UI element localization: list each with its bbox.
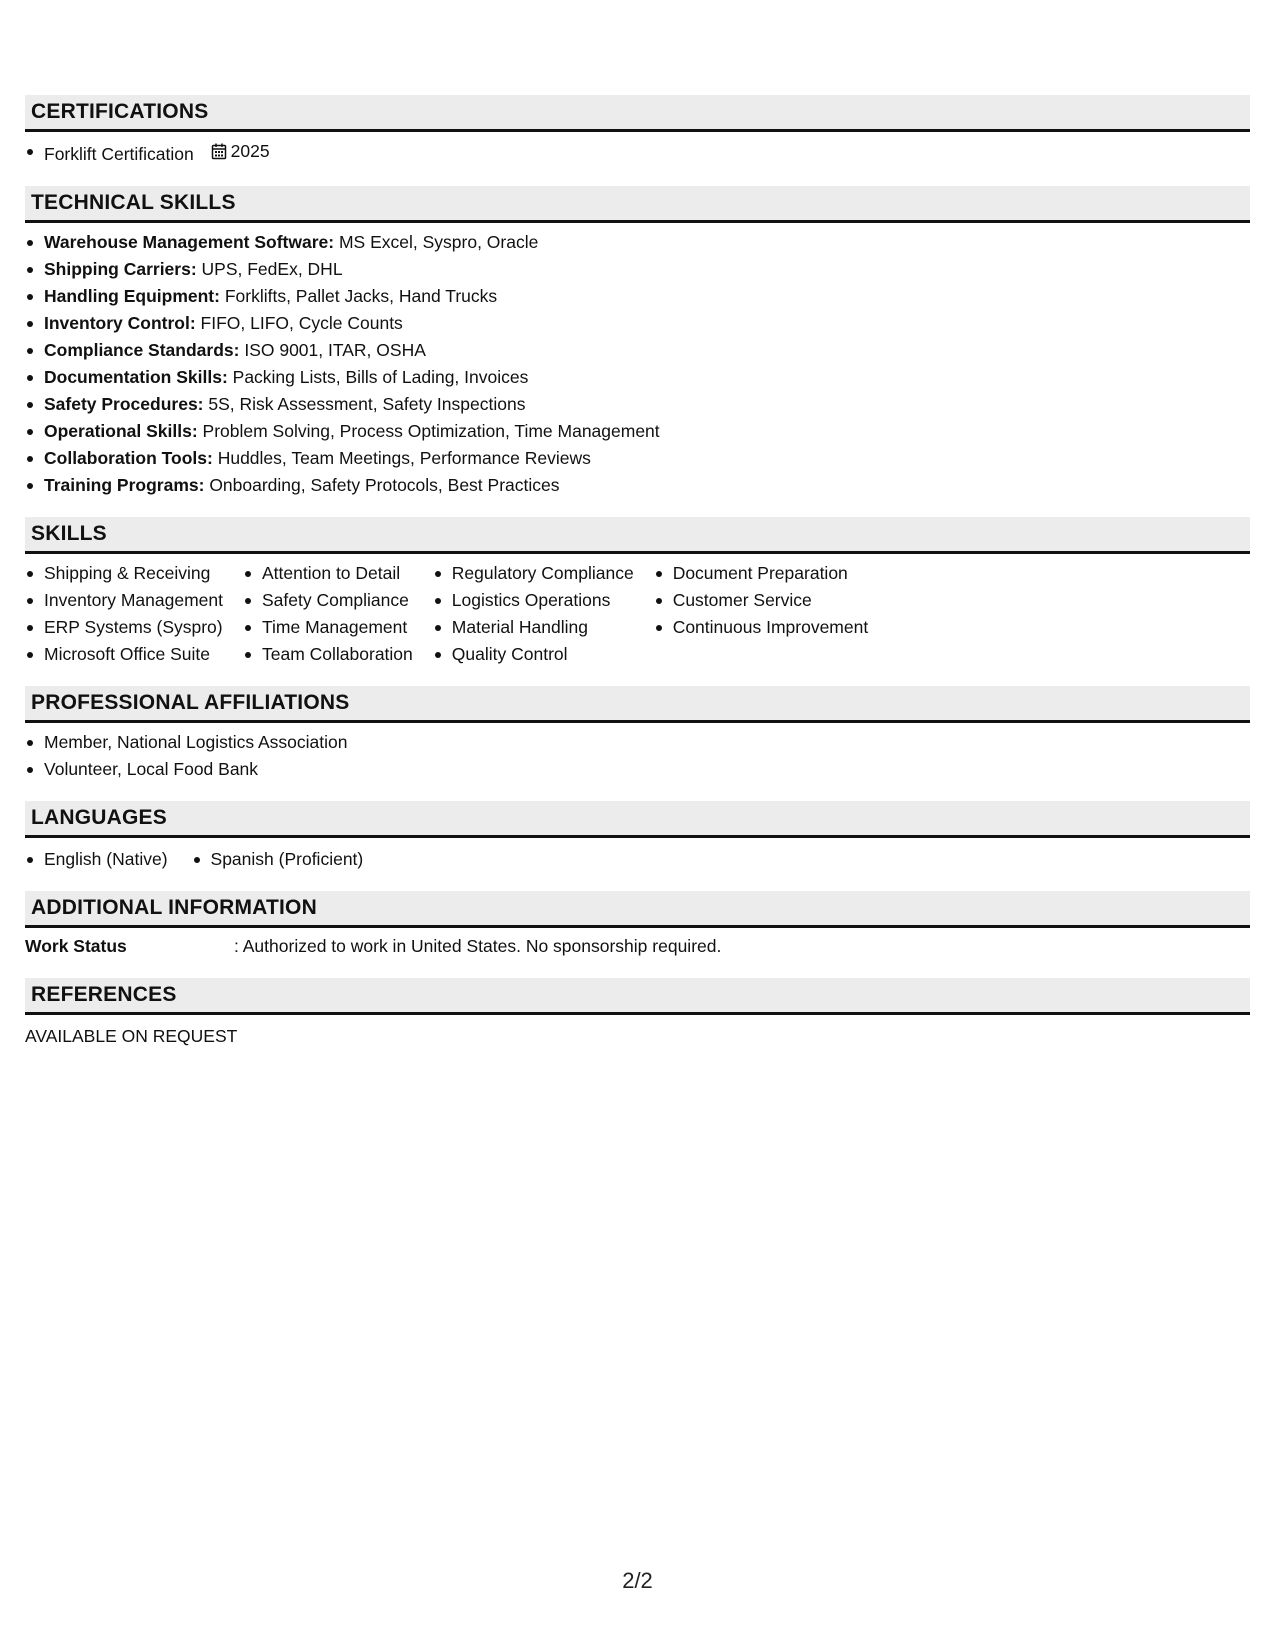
list-item: Quality Control	[433, 641, 634, 668]
list-item: Time Management	[243, 614, 413, 641]
work-status-value: : Authorized to work in United States. No sponsorship required.	[234, 936, 722, 956]
section-title: CERTIFICATIONS	[31, 100, 209, 123]
skills-column-4	[654, 560, 869, 668]
skills-header	[25, 517, 1250, 554]
section-title: ADDITIONAL INFORMATION	[31, 896, 317, 919]
section-title: LANGUAGES	[31, 806, 167, 829]
list-item: Member, National Logistics Association	[25, 729, 1250, 756]
references-section	[25, 978, 1250, 1050]
languages-list	[25, 846, 1250, 873]
skill-value: Problem Solving, Process Optimization, Time Management	[197, 421, 660, 441]
section-title: SKILLS	[31, 522, 107, 545]
skills-column-3	[433, 560, 634, 668]
skill-value: MS Excel, Syspro, Oracle	[334, 232, 539, 252]
list-item: Microsoft Office Suite	[25, 641, 223, 668]
list-item	[25, 364, 1250, 391]
list-item: Inventory Management	[25, 587, 223, 614]
list-item	[25, 229, 1250, 256]
skill-term: Compliance Standards:	[44, 340, 240, 360]
list-item	[25, 283, 1250, 310]
skill-term: Warehouse Management Software:	[44, 232, 335, 252]
skill-term: Inventory Control:	[44, 313, 196, 333]
skill-term: Documentation Skills:	[44, 367, 228, 387]
section-title: REFERENCES	[31, 983, 177, 1006]
skills-column-1	[25, 560, 223, 668]
skill-value: FIFO, LIFO, Cycle Counts	[195, 313, 403, 333]
technical-skills-header	[25, 186, 1250, 223]
skill-term: Collaboration Tools:	[44, 448, 213, 468]
list-item: Logistics Operations	[433, 587, 634, 614]
list-item	[25, 391, 1250, 418]
certifications-section	[25, 95, 1250, 168]
list-item: Regulatory Compliance	[433, 560, 634, 587]
skills-grid	[25, 560, 1250, 668]
affiliations-section	[25, 686, 1250, 783]
certifications-header	[25, 95, 1250, 132]
skill-value: Onboarding, Safety Protocols, Best Practices	[204, 475, 560, 495]
certifications-list	[25, 138, 1250, 168]
list-item: Document Preparation	[654, 560, 869, 587]
languages-header	[25, 801, 1250, 838]
skill-term: Shipping Carriers:	[44, 259, 197, 279]
skill-value: Packing Lists, Bills of Lading, Invoices	[227, 367, 529, 387]
languages-section	[25, 801, 1250, 873]
affiliations-list	[25, 729, 1250, 783]
page-number: 2/2	[622, 1568, 653, 1593]
list-item	[25, 418, 1250, 445]
list-item	[25, 256, 1250, 283]
additional-info-section	[25, 891, 1250, 960]
skill-term: Handling Equipment:	[44, 286, 220, 306]
skill-value: 5S, Risk Assessment, Safety Inspections	[203, 394, 526, 414]
skills-section	[25, 517, 1250, 668]
skills-column-2	[243, 560, 413, 668]
list-item: Material Handling	[433, 614, 634, 641]
calendar-icon	[211, 143, 227, 160]
section-title: TECHNICAL SKILLS	[31, 191, 236, 214]
list-item: Attention to Detail	[243, 560, 413, 587]
skill-value: UPS, FedEx, DHL	[196, 259, 343, 279]
list-item	[25, 138, 1250, 168]
list-item	[25, 445, 1250, 472]
skill-term: Training Programs:	[44, 475, 205, 495]
list-item: ERP Systems (Syspro)	[25, 614, 223, 641]
list-item: Shipping & Receiving	[25, 560, 223, 587]
skill-value: ISO 9001, ITAR, OSHA	[239, 340, 426, 360]
technical-skills-list	[25, 229, 1250, 499]
certification-year: 2025	[230, 141, 270, 161]
list-item: Volunteer, Local Food Bank	[25, 756, 1250, 783]
references-header	[25, 978, 1250, 1015]
section-title: PROFESSIONAL AFFILIATIONS	[31, 691, 350, 714]
skill-term: Operational Skills:	[44, 421, 198, 441]
technical-skills-section	[25, 186, 1250, 499]
certification-name: Forklift Certification	[44, 144, 194, 164]
list-item: Team Collaboration	[243, 641, 413, 668]
list-item: Continuous Improvement	[654, 614, 869, 641]
list-item: Safety Compliance	[243, 587, 413, 614]
resume-page	[25, 95, 1250, 1068]
affiliations-header	[25, 686, 1250, 723]
certification-date	[211, 138, 270, 165]
skill-value: Huddles, Team Meetings, Performance Reviews	[212, 448, 591, 468]
additional-info-header	[25, 891, 1250, 928]
list-item	[25, 310, 1250, 337]
list-item: English (Native)	[25, 846, 168, 873]
work-status-label: Work Status	[25, 936, 127, 956]
references-text: AVAILABLE ON REQUEST	[25, 1026, 238, 1046]
list-item: Customer Service	[654, 587, 869, 614]
list-item	[25, 472, 1250, 499]
skill-term: Safety Procedures:	[44, 394, 204, 414]
skill-value: Forklifts, Pallet Jacks, Hand Trucks	[219, 286, 498, 306]
list-item: Spanish (Proficient)	[192, 846, 364, 873]
work-status-row	[25, 933, 1250, 960]
list-item	[25, 337, 1250, 364]
